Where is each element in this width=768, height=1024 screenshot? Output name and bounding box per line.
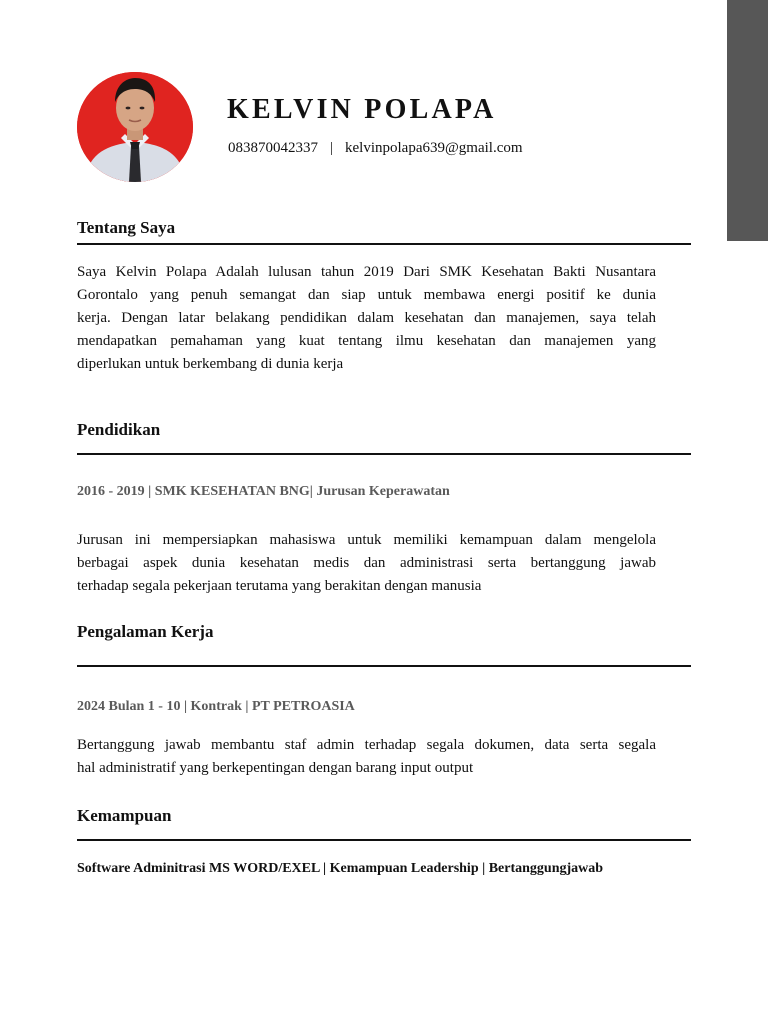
section-title-education: Pendidikan [77, 420, 161, 439]
profile-photo-graphic [77, 72, 193, 182]
section-rule-about [77, 243, 691, 245]
about-line: kerja. Dengan latar belakang pendidikan dalam kesehatan dan manajemen, saya telah [77, 310, 656, 326]
about-paragraph [77, 261, 656, 376]
about-line: Saya Kelvin Polapa Adalah lulusan tahun 2019 Dari SMK Kesehatan Bakti Nusantara [77, 264, 656, 280]
profile-photo [77, 72, 193, 182]
email-address: kelvinpolapa639@gmail.com [345, 140, 523, 156]
education-line: berbagai aspek dunia kesehatan medis dan administrasi serta bertanggung jawab [77, 555, 656, 571]
education-paragraph [77, 529, 656, 598]
experience-line: Bertanggung jawab membantu staf admin terhadap segala dokumen, data serta segala [77, 737, 656, 753]
section-rule-skills [77, 839, 691, 841]
education-line: Jurusan ini mempersiapkan mahasiswa untuk memiliki kemampuan dalam mengelola [77, 532, 656, 548]
about-line: diperlukan untuk berkembang di dunia kerja [77, 356, 344, 372]
phone-number: 083870042337 [228, 140, 318, 156]
experience-paragraph [77, 734, 656, 780]
section-title-experience: Pengalaman Kerja [77, 622, 214, 641]
skills-list: Software Adminitrasi MS WORD/EXEL | Kemampuan Leadership | Bertanggungjawab [77, 861, 604, 876]
section-title-skills: Kemampuan [77, 806, 172, 825]
contact-separator: | [330, 140, 334, 156]
candidate-name: KELVIN POLAPA [227, 94, 497, 125]
section-rule-education [77, 453, 691, 455]
section-title-about: Tentang Saya [77, 218, 176, 237]
section-rule-experience [77, 665, 691, 667]
contact-line [228, 138, 523, 158]
experience-line: hal administratif yang berkepentingan dengan barang input output [77, 760, 474, 776]
page-side-strip [727, 0, 768, 241]
experience-entry-heading: 2024 Bulan 1 - 10 | Kontrak | PT PETROASIA [77, 699, 355, 714]
education-line: terhadap segala pekerjaan terutama yang berakitan dengan manusia [77, 578, 482, 594]
education-entry-heading: 2016 - 2019 | SMK KESEHATAN BNG| Jurusan Keperawatan [77, 484, 450, 499]
about-line: Gorontalo yang penuh semangat dan siap untuk membawa energi positif ke dunia [77, 287, 656, 303]
about-line: mendapatkan pemahaman yang kuat tentang ilmu kesehatan dan manajemen yang [77, 333, 656, 349]
